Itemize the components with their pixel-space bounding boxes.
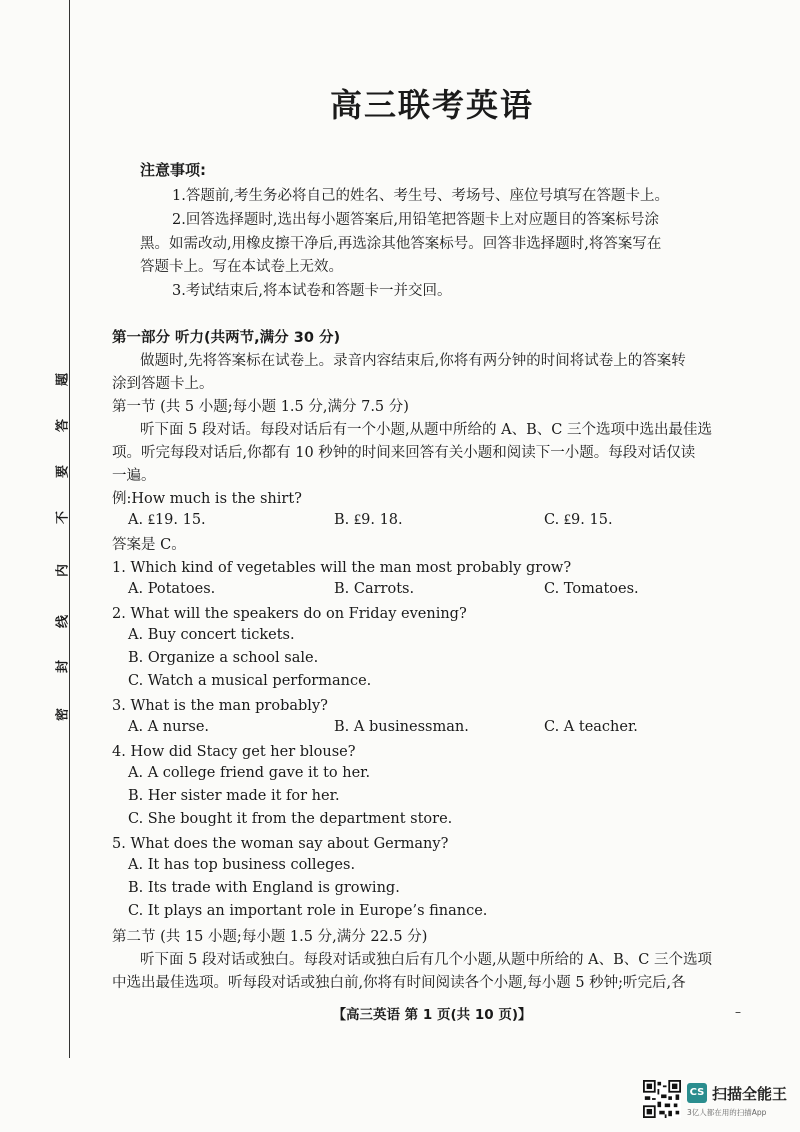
q1-option-c: C. Tomatoes. — [544, 581, 639, 597]
q5-option-c: C. It plays an important role in Europe’s finance. — [128, 903, 488, 919]
q3-option-a: A. A nurse. — [128, 719, 210, 735]
binding-char: 题 — [55, 373, 71, 387]
q4-option-b: B. Her sister made it for her. — [128, 788, 340, 804]
question-2: 2. What will the speakers do on Friday evening? — [112, 606, 467, 622]
notice-line: 答题卡上。写在本试卷上无效。 — [140, 259, 343, 275]
section1-intro: 项。听完每段对话后,你都有 10 秒钟的时间来回答有关小题和阅读下一小题。每段对话仅读 — [112, 445, 696, 461]
part1-intro: 涂到答题卡上。 — [112, 376, 214, 392]
notice-line: 黑。如需改动,用橡皮擦干净后,再选涂其他答案标号。回答非选择题时,将答案写在 — [140, 236, 662, 252]
binding-warning — [52, 0, 70, 1132]
scanner-tagline: 3亿人都在用的扫描App — [687, 1108, 767, 1117]
notice-line: 3.考试结束后,将本试卷和答题卡一并交回。 — [172, 283, 452, 299]
example-option-b: B. ₤9. 18. — [334, 512, 403, 528]
section2-heading: 第二节 (共 15 小题;每小题 1.5 分,满分 22.5 分) — [112, 929, 428, 945]
binding-char: 答 — [55, 419, 71, 433]
binding-char: 内 — [55, 564, 71, 578]
example-option-c: C. ₤9. 15. — [544, 512, 613, 528]
binding-char: 密 — [55, 708, 71, 722]
page-title: 高三联考英语 — [329, 86, 534, 124]
example-answer: 答案是 C。 — [112, 537, 186, 553]
q1-option-a: A. Potatoes. — [128, 581, 216, 597]
section2-intro: 听下面 5 段对话或独白。每段对话或独白后有几个小题,从题中所给的 A、B、C 三个选项 — [140, 952, 712, 968]
question-4: 4. How did Stacy get her blouse? — [112, 744, 356, 760]
binding-char: 线 — [55, 615, 71, 629]
question-3: 3. What is the man probably? — [112, 698, 328, 714]
page-footer: 【高三英语 第 1 页(共 10 页)】 — [332, 1007, 532, 1023]
question-1: 1. Which kind of vegetables will the man most probably grow? — [112, 560, 572, 576]
section2-intro: 中选出最佳选项。听每段对话或独白前,你将有时间阅读各个小题,每小题 5 秒钟;听完后,各 — [112, 975, 686, 991]
example-question: 例:How much is the shirt? — [112, 491, 302, 507]
q2-option-a: A. Buy concert tickets. — [128, 627, 295, 643]
part1-intro: 做题时,先将答案标在试卷上。录音内容结束后,你将有两分钟的时间将试卷上的答案转 — [140, 353, 686, 369]
notice-line: 2.回答选择题时,选出每小题答案后,用铅笔把答题卡上对应题目的答案标号涂 — [172, 212, 660, 228]
question-5: 5. What does the woman say about Germany? — [112, 836, 449, 852]
part1-heading: 第一部分 听力(共两节,满分 30 分) — [112, 330, 341, 346]
q2-option-b: B. Organize a school sale. — [128, 650, 319, 666]
section1-heading: 第一节 (共 5 小题;每小题 1.5 分,满分 7.5 分) — [112, 399, 409, 415]
footer-dash: – — [735, 1005, 741, 1019]
q1-option-b: B. Carrots. — [334, 581, 415, 597]
q4-option-c: C. She bought it from the department store. — [128, 811, 453, 827]
q5-option-a: A. It has top business colleges. — [128, 857, 356, 873]
binding-char: 封 — [55, 660, 71, 674]
example-option-a: A. ₤19. 15. — [128, 512, 206, 528]
binding-char: 不 — [55, 511, 71, 525]
notice-line: 1.答题前,考生务必将自己的姓名、考生号、考场号、座位号填写在答题卡上。 — [172, 188, 669, 204]
q3-option-b: B. A businessman. — [334, 719, 469, 735]
binding-char: 要 — [55, 465, 71, 479]
scanner-app-name: 扫描全能王 — [712, 1085, 788, 1103]
qr-code-icon — [643, 1080, 681, 1118]
section1-intro: 听下面 5 段对话。每段对话后有一个小题,从题中所给的 A、B、C 三个选项中选出最佳选 — [140, 422, 712, 438]
q3-option-c: C. A teacher. — [544, 719, 638, 735]
notice-heading: 注意事项: — [140, 161, 206, 179]
section1-intro: 一遍。 — [112, 468, 156, 484]
camscanner-logo: CS — [687, 1083, 707, 1103]
q2-option-c: C. Watch a musical performance. — [128, 673, 372, 689]
q4-option-a: A. A college friend gave it to her. — [128, 765, 371, 781]
q5-option-b: B. Its trade with England is growing. — [128, 880, 400, 896]
